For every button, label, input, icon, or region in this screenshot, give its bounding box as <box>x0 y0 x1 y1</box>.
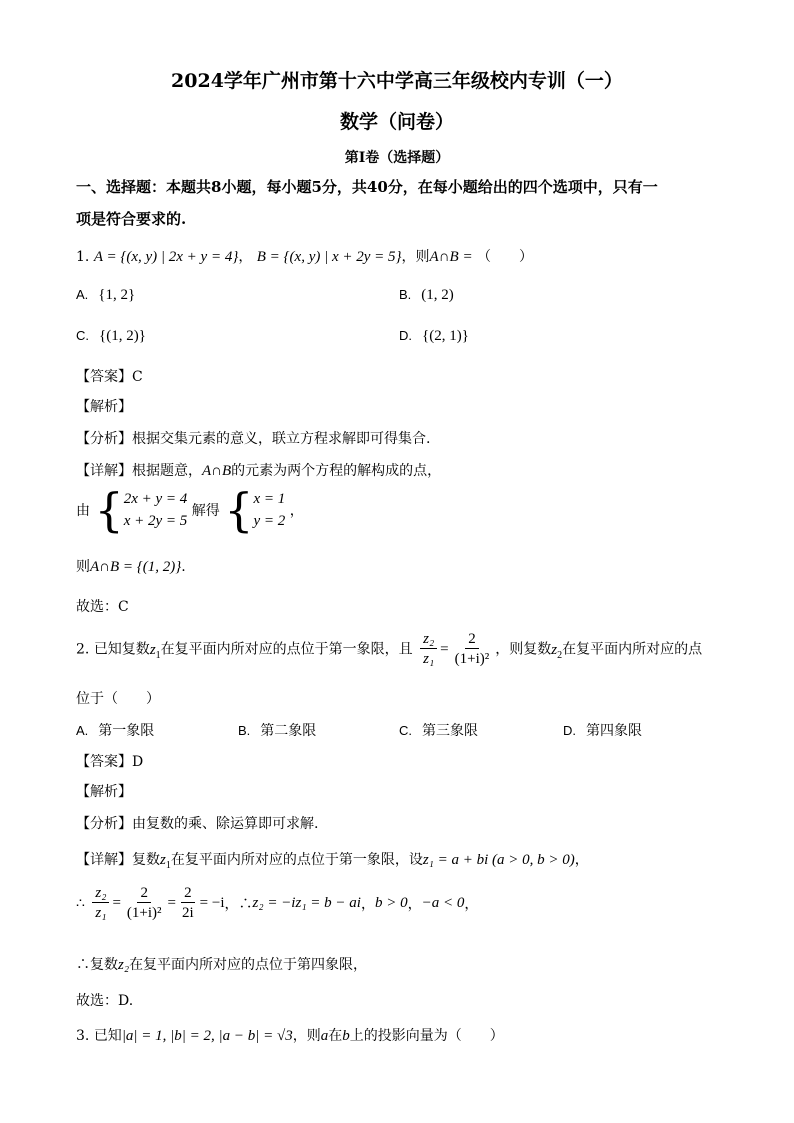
xiangjie-text-2: 在复平面内所对应的点位于第一象限，设 <box>170 852 423 868</box>
q2-stem-line2: 位于（ ） <box>76 691 160 707</box>
option-label: A. <box>76 287 89 302</box>
q1-answer <box>76 366 143 386</box>
question-3-number: 3. <box>76 1028 90 1044</box>
q3-text-2: ，则 <box>292 1028 321 1044</box>
calc-tail: = −i <box>199 895 225 911</box>
xiangjie-tag: 【详解】 <box>76 852 132 868</box>
calc-comma: ， <box>464 896 479 913</box>
q1-then-text: ，则 <box>401 249 430 265</box>
q1-option-a <box>76 287 135 304</box>
conclusion-prefix: ∴复数 <box>76 957 118 973</box>
q1-ask: A∩B = <box>429 249 473 265</box>
fenxi-tag: 【分析】 <box>76 431 132 447</box>
q1-xiangjie <box>76 460 441 480</box>
q2-option-d <box>563 720 642 740</box>
q3-text-4: 上的投影向量为（ ） <box>349 1028 504 1044</box>
q1-result <box>76 556 186 576</box>
q2-option-a <box>76 720 154 740</box>
q2-equals: = <box>440 641 449 658</box>
fenxi-text: 根据交集元素的意义，联立方程求解即可得集合. <box>132 431 431 447</box>
answer-tag: 【答案】 <box>76 754 132 770</box>
q2-fraction-lhs: $\frac{\text{z₂}}{\text{z₁}}$ <box>420 630 437 669</box>
conclusion-rest: 在复平面内所对应的点位于第四象限， <box>129 957 368 973</box>
q1-option-d <box>399 328 469 345</box>
fenxi-text: 由复数的乘、除运算即可求解. <box>132 816 319 832</box>
option-text: {(1, 2)} <box>99 328 146 344</box>
calc-frac-2: $\frac{2}{\text{(1+i)²}}$ <box>126 885 162 921</box>
system-prefix: 由 <box>76 503 90 519</box>
question-2-number: 2. <box>76 641 90 658</box>
q2-z2: $z_2$ <box>551 641 563 661</box>
calc-a: −a < 0 <box>421 895 465 911</box>
q2-answer <box>76 751 143 771</box>
question-3-stem <box>76 1025 504 1045</box>
question-1-number: 1. <box>76 249 90 265</box>
answer-value: C <box>132 369 143 385</box>
solution-2: y = 2 <box>253 513 286 529</box>
therefore-symbol: ∴ <box>76 895 85 912</box>
q2-text-3: ，则复数 <box>495 641 552 658</box>
fenxi-tag: 【分析】 <box>76 816 132 832</box>
system-equations <box>94 483 188 537</box>
xiangjie-tag: 【详解】 <box>76 463 132 479</box>
option-label: D. <box>399 328 412 343</box>
calc-z2: z₂ = −iz₁ = b − ai <box>252 895 361 911</box>
system-end: ， <box>289 503 304 519</box>
q2-xiangjie <box>76 849 589 871</box>
option-label: C. <box>399 723 412 738</box>
q3-condition: |a| = 1, |b| = 2, |a − b| = √3 <box>121 1028 293 1044</box>
page-title: 2024学年广州市第十六中学高三年级校内专训（一） <box>171 70 623 92</box>
q2-analysis-tag: 【解析】 <box>76 784 132 800</box>
calc-equals: = <box>167 895 176 911</box>
q1-analysis-tag: 【解析】 <box>76 399 132 415</box>
left-brace: { <box>94 483 124 537</box>
part-heading: 第Ⅰ卷（选择题） <box>344 150 450 166</box>
q2-option-b <box>238 720 316 740</box>
q1-answer-paren: （ ） <box>477 249 534 265</box>
q2-choose: 故选：D. <box>76 993 134 1009</box>
section-instruction-line1: 一、选择题：本题共8小题，每小题5分，共40分，在每小题给出的四个选项中，只有一 <box>76 178 658 196</box>
option-text: {(2, 1)} <box>422 328 469 344</box>
q3-vector-b: b <box>342 1028 350 1044</box>
q3-text-1: 已知 <box>93 1028 122 1044</box>
calc-comma: ， <box>360 896 375 913</box>
question-1-stem <box>76 246 533 266</box>
xiangjie-rest: 的元素为两个方程的解构成的点， <box>231 463 442 479</box>
q1-set-b: B = {(x, y) | x + 2y = 5} <box>256 249 402 265</box>
system-solve-text: 解得 <box>191 503 220 519</box>
option-text: {1, 2} <box>98 287 136 303</box>
result-end: . <box>181 559 186 575</box>
option-text: 第一象限 <box>98 723 155 739</box>
calc-b: b > 0 <box>374 895 408 911</box>
q2-fenxi <box>76 813 318 833</box>
q1-choose: 故选：C <box>76 599 129 615</box>
xiangjie-end: ， <box>574 852 589 868</box>
solution-1: x = 1 <box>253 491 286 507</box>
q1-set-a: A = {(x, y) | 2x + y = 4} <box>93 249 239 265</box>
option-label: C. <box>76 328 89 343</box>
calc-frac-1: $\frac{\text{z₂}}{\text{z₁}}$ <box>92 884 109 923</box>
q2-conclusion <box>76 954 367 974</box>
result-prefix: 则 <box>76 559 90 575</box>
q2-fraction-rhs: $\frac{2}{\text{(1+i)²}}$ <box>454 631 490 667</box>
equation-2: x + 2y = 5 <box>123 513 188 529</box>
q2-xiangjie-z1: $z_1$ <box>160 852 171 871</box>
section-instruction-line2: 项是符合要求的. <box>76 210 187 228</box>
q1-option-b <box>399 287 454 304</box>
calc-frac-3: $\frac{2}{2i}$ <box>182 885 194 921</box>
option-label: A. <box>76 723 89 738</box>
q3-vector-a: a <box>320 1028 329 1044</box>
q3-text-3: 在 <box>328 1028 343 1044</box>
q2-option-c <box>399 720 478 740</box>
option-label: B. <box>399 287 412 302</box>
q2-calculation <box>76 884 478 923</box>
calc-equals: = <box>112 895 121 911</box>
q1-system <box>76 483 304 537</box>
left-brace: { <box>224 483 254 537</box>
option-text: 第三象限 <box>422 723 478 739</box>
equation-1: 2x + y = 4 <box>123 491 188 507</box>
answer-value: D <box>132 754 144 770</box>
page-subtitle: 数学（问卷） <box>339 111 454 133</box>
option-label: D. <box>563 723 576 738</box>
conclusion-z2: z₂ <box>118 957 130 973</box>
xiangjie-set: z₁ = a + bi (a > 0, b > 0) <box>422 852 575 868</box>
question-2-stem <box>76 630 702 669</box>
q2-text-4: 在复平面内所对应的点 <box>562 641 703 658</box>
q2-text-1: 已知复数 <box>93 641 150 658</box>
q2-text-2: 在复平面内所对应的点位于第一象限，且 <box>160 641 413 658</box>
option-text: 第二象限 <box>260 723 317 739</box>
q2-z1: $z_1$ <box>149 641 161 661</box>
result-math: A∩B = {(1, 2)} <box>90 559 182 575</box>
answer-tag: 【答案】 <box>76 369 132 385</box>
system-solution <box>224 483 286 537</box>
xiangjie-math: A∩B <box>202 463 232 479</box>
option-text: (1, 2) <box>421 287 454 303</box>
calc-next: ，∴ <box>224 896 253 913</box>
xiangjie-text-1: 复数 <box>132 852 160 868</box>
q1-separator: ， <box>238 249 253 265</box>
q1-fenxi <box>76 428 430 448</box>
option-label: B. <box>238 723 251 738</box>
option-text: 第四象限 <box>586 723 642 739</box>
xiangjie-text: 根据题意， <box>132 463 202 479</box>
calc-comma: ， <box>407 896 422 913</box>
q1-option-c <box>76 328 146 345</box>
